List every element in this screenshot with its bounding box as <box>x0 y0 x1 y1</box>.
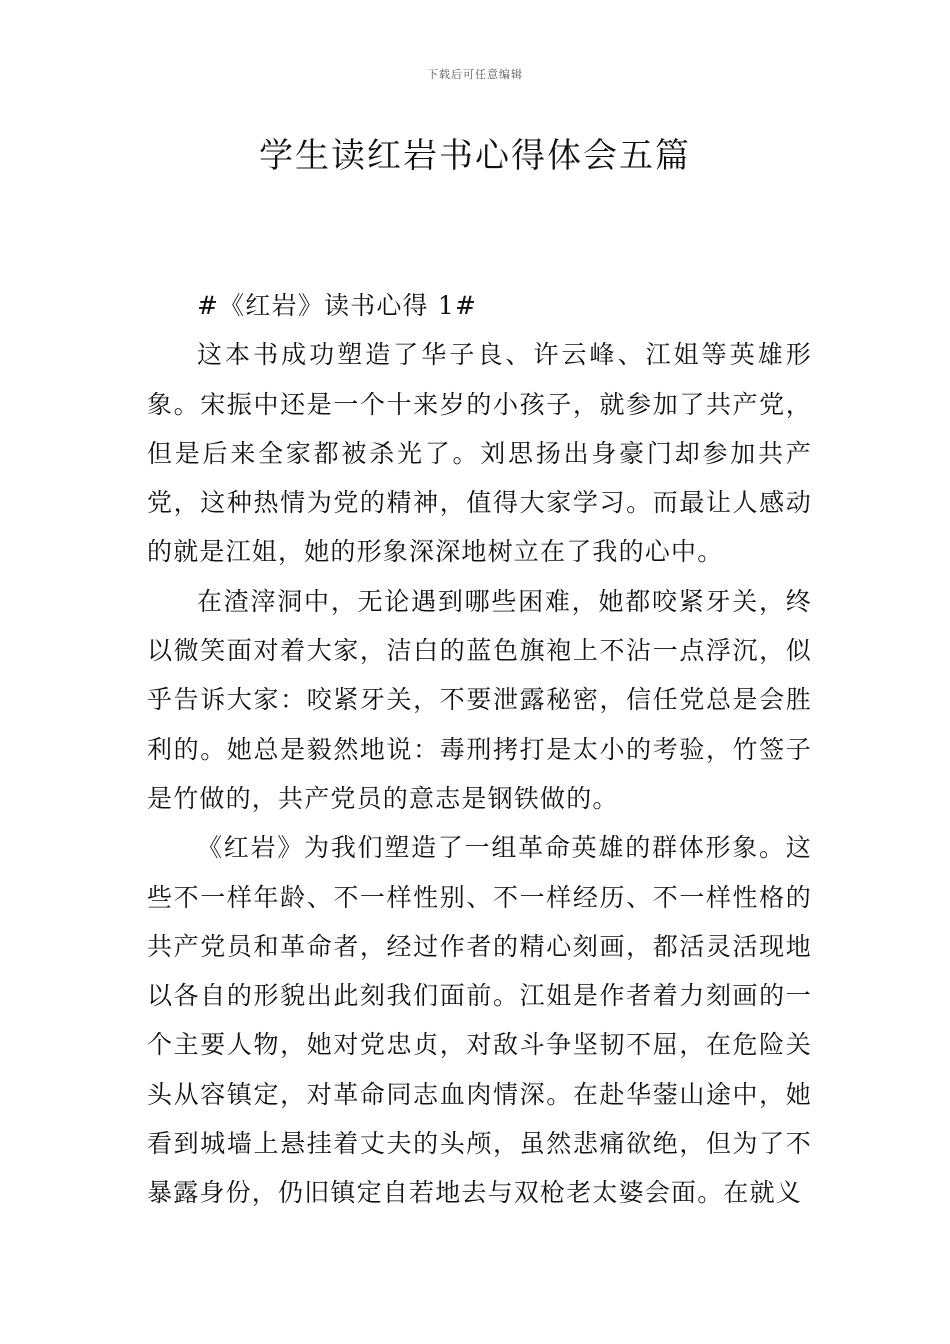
document-title: 学生读红岩书心得体会五篇 <box>259 136 691 176</box>
header-note: 下载后可任意编辑 <box>427 68 523 81</box>
document-body <box>147 281 812 1218</box>
section-heading: #《红岩》读书心得 1# <box>197 291 478 320</box>
paragraph-2: 在渣滓洞中，无论遇到哪些困难，她都咬紧牙关，终以微笑面对着大家，洁白的蓝色旗袍上不沾一点浮沉，似乎告诉大家：咬紧牙关，不要泄露秘密，信任党总是会胜利的。她总是毅然地说：毒刑拷打是太小的考验，竹签子是竹做的，共产党员的意志是钢铁做的。 <box>147 586 812 813</box>
paragraph-1: 这本书成功塑造了华子良、许云峰、江姐等英雄形象。宋振中还是一个十来岁的小孩子，就参加了共产党，但是后来全家都被杀光了。刘思扬出身豪门却参加共产党，这种热情为党的精神，值得大家学习。而最让人感动的就是江姐，她的形象深深地树立在了我的心中。 <box>147 340 812 567</box>
paragraph-3: 《红岩》为我们塑造了一组革命英雄的群体形象。这些不一样年龄、不一样性别、不一样经历、不一样性格的共产党员和革命者，经过作者的精心刻画，都活灵活现地以各自的形貌出此刻我们面前。江姐是作者着力刻画的一个主要人物，她对党忠贞，对敌斗争坚韧不屈，在危险关头从容镇定，对革命同志血肉情深。在赴华蓥山途中，她看到城墙上悬挂着丈夫的头颅，虽然悲痛欲绝，但为了不暴露身份，仍旧镇定自若地去与双枪老太婆会面。在就义 <box>147 833 812 1208</box>
